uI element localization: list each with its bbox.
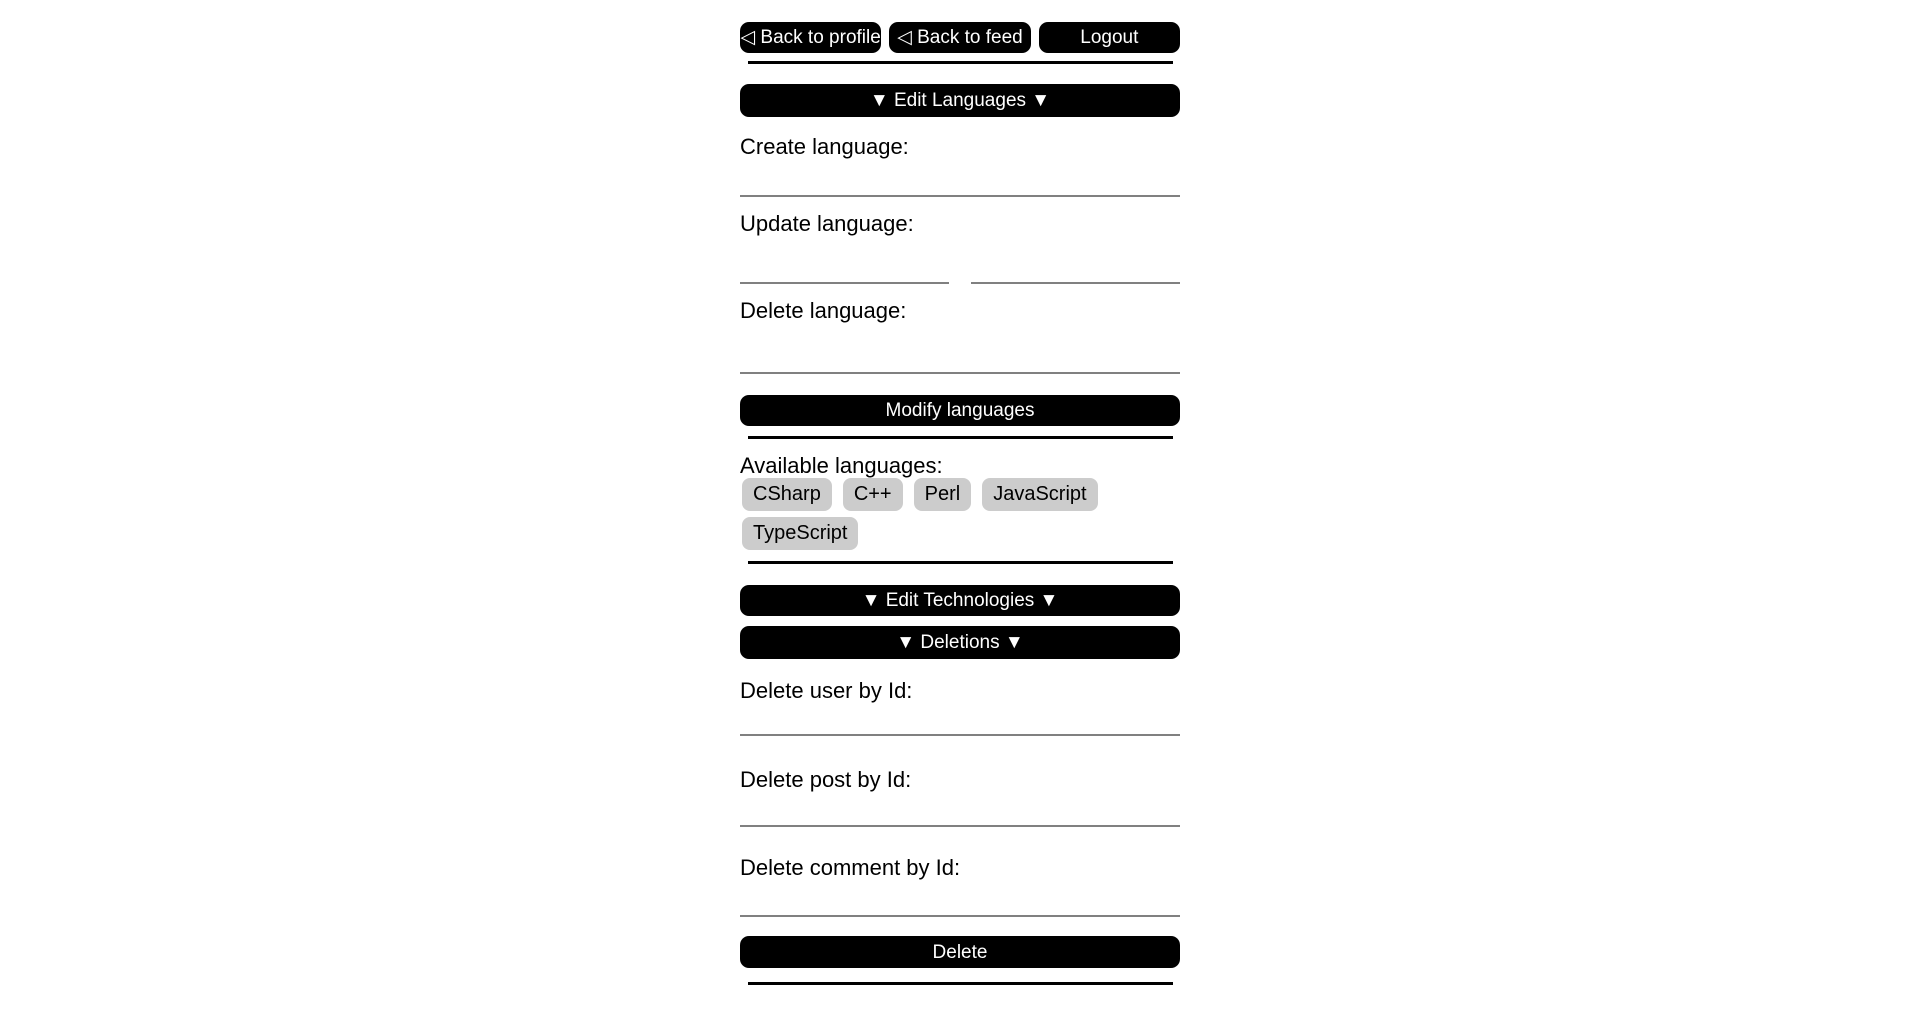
language-chip: Perl — [914, 478, 972, 511]
divider — [748, 436, 1173, 439]
update-language-old-input[interactable] — [740, 242, 949, 284]
delete-post-by-id-input[interactable] — [740, 790, 1180, 827]
deletions-toggle[interactable]: ▼ Deletions ▼ — [740, 626, 1180, 659]
language-chip: CSharp — [742, 478, 832, 511]
create-language-label: Create language: — [740, 134, 909, 159]
language-chip: C++ — [843, 478, 903, 511]
language-chip: TypeScript — [742, 517, 858, 550]
edit-technologies-toggle[interactable]: ▼ Edit Technologies ▼ — [740, 585, 1180, 616]
delete-user-by-id-input[interactable] — [740, 701, 1180, 736]
edit-languages-toggle[interactable]: ▼ Edit Languages ▼ — [740, 84, 1180, 117]
modify-languages-button[interactable]: Modify languages — [740, 395, 1180, 426]
delete-comment-by-id-input[interactable] — [740, 878, 1180, 917]
delete-language-label: Delete language: — [740, 298, 907, 323]
divider — [748, 61, 1173, 64]
delete-button[interactable]: Delete — [740, 936, 1180, 968]
update-language-new-input[interactable] — [971, 242, 1180, 284]
divider — [748, 561, 1173, 564]
delete-user-by-id-label: Delete user by Id: — [740, 678, 913, 703]
delete-language-input[interactable] — [740, 332, 1180, 374]
admin-panel — [740, 0, 1180, 985]
divider — [748, 982, 1173, 985]
update-language-label: Update language: — [740, 211, 914, 236]
top-nav — [740, 22, 1180, 53]
logout-button[interactable]: Logout — [1039, 22, 1180, 53]
language-chip: JavaScript — [982, 478, 1097, 511]
language-chips — [740, 478, 1180, 550]
back-to-profile-button[interactable]: ◁ Back to profile — [740, 22, 881, 53]
back-to-feed-button[interactable]: ◁ Back to feed — [889, 22, 1030, 53]
create-language-input[interactable] — [740, 157, 1180, 197]
delete-post-by-id-label: Delete post by Id: — [740, 767, 912, 792]
update-language-inputs — [740, 242, 1180, 284]
delete-comment-by-id-label: Delete comment by Id: — [740, 855, 961, 880]
available-languages-label: Available languages: — [740, 453, 943, 478]
